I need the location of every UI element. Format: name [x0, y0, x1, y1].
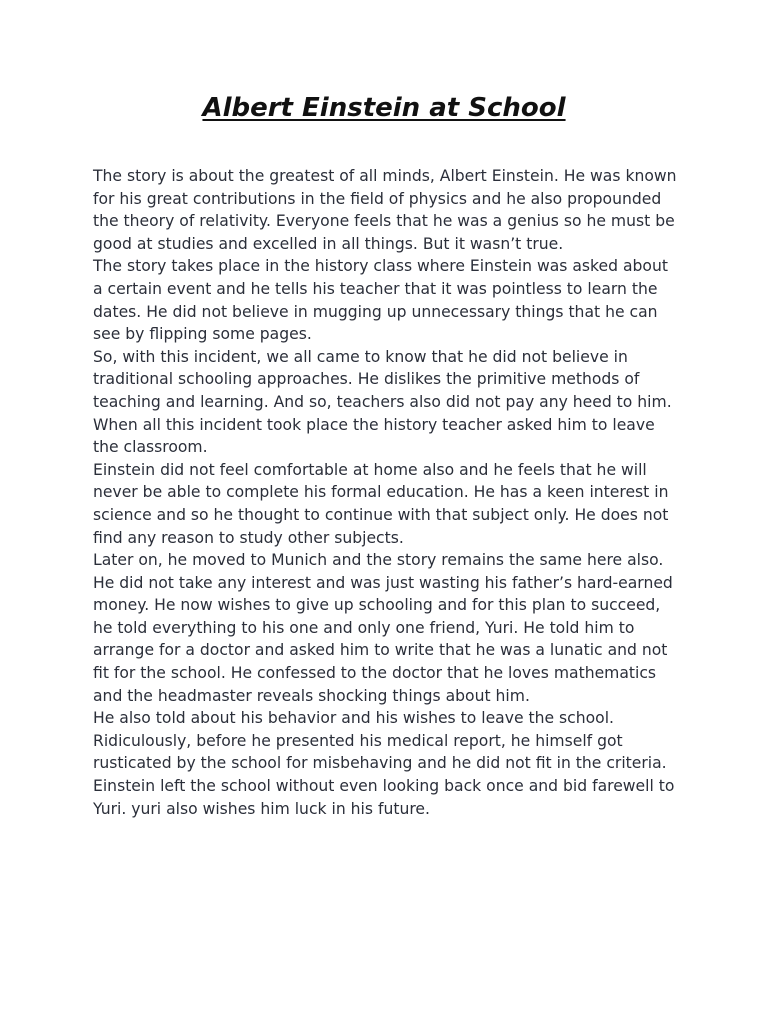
paragraph-3: So, with this incident, we all came to know that he did not believe in traditional schooling approaches. He dislikes the primitive methods of teaching and learning. And so, teachers also did not pay any heed to him. When all this incident took place the history teacher asked him to leave the classroom.	[93, 347, 672, 457]
paragraph-1: The story is about the greatest of all minds, Albert Einstein. He was known for his great contributions in the field of physics and he also propounded the theory of relativity. Everyone feels that he was a genius so he must be good at studies and excelled in all things. But it wasn’t true.	[93, 167, 677, 253]
paragraph-2: The story takes place in the history class where Einstein was asked about a certain event and he tells his teacher that it was pointless to learn the dates. He did not believe in mugging up unnecessary things that he can see by flipping some pages.	[93, 257, 668, 344]
paragraph-4: Einstein did not feel comfortable at home also and he feels that he will never be able to complete his formal education. He has a keen interest in science and so he thought to continue with that subject only. He does not find any reason to study other subjects.	[93, 460, 669, 547]
document-title: Albert Einstein at School	[202, 93, 566, 123]
paragraph-7: Einstein left the school without even looking back once and bid farewell to Yuri. yuri also wishes him luck in his future.	[93, 777, 675, 818]
paragraph-5: Later on, he moved to Munich and the story remains the same here also. He did not take any interest and was just wasting his father’s hard-earned money. He now wishes to give up schooling and for this plan to succeed, he told everything to his one and only one friend, Yuri. He told him to arrange for a doctor and asked him to write that he was a lunatic and not fit for the school. He confessed to the doctor that he loves mathematics and the headmaster reveals shocking things about him.	[93, 551, 673, 705]
paragraph-6: He also told about his behavior and his wishes to leave the school. Ridiculously, before he presented his medical report, he himself got rusticated by the school for misbehaving and he did not fit in the criteria.	[93, 709, 667, 773]
document-body	[93, 165, 679, 820]
